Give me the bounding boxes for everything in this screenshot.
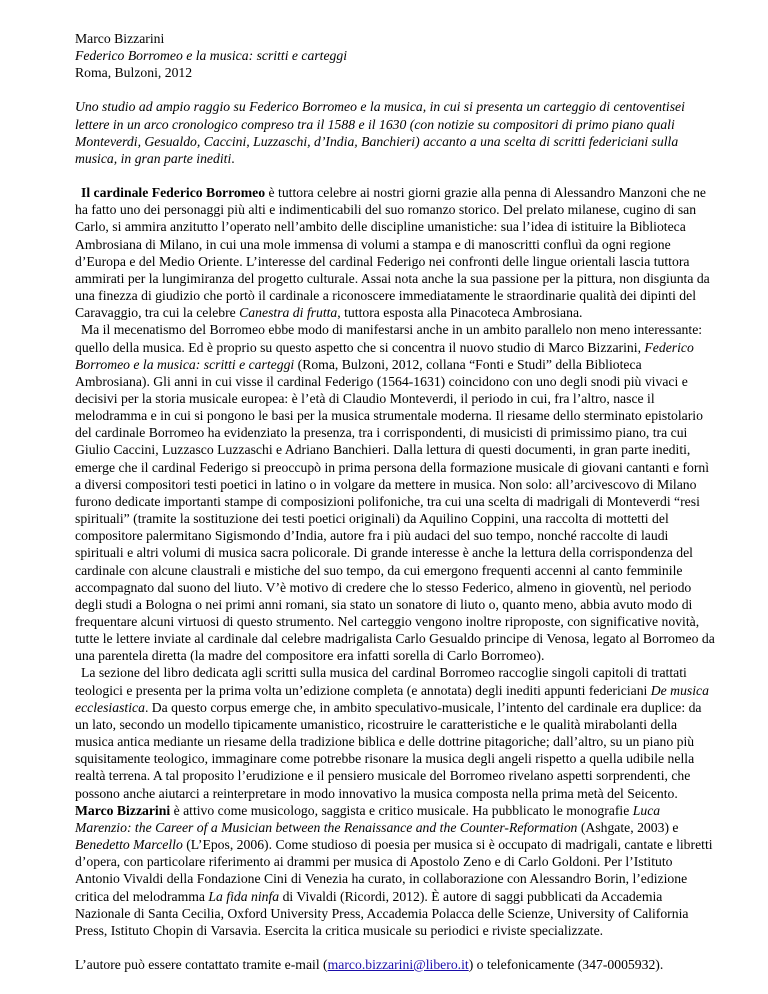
- paragraph-writings: [75, 664, 715, 801]
- work-title: La fida ninfa: [208, 888, 280, 904]
- spacer: [75, 167, 715, 184]
- author-bio: [75, 802, 715, 939]
- header-publisher: Roma, Bulzoni, 2012: [75, 65, 193, 81]
- paragraph-music: [75, 321, 715, 664]
- paragraph-text: Ma il mecenatismo del Borromeo ebbe modo di manifestarsi anche in un ambito parallelo non meno interessante: quello della musica. Ed è proprio su questo aspetto che si concentra il nuovo studio di Marco Bizzarini,: [75, 322, 703, 355]
- contact-line: [75, 956, 715, 973]
- paragraph-text: (Roma, Bulzoni, 2012, collana “Fonti e Studi” della Biblioteca Ambrosiana). Gli anni in cui visse il cardinal Federigo (1564-1631) coincidono con uno degli snodi più vivaci e decisivi per la storia musicale europea: è l’età di Claudio Monteverdi, il periodo in cui, fra l’altro, nasce il melodramma e in cui si pongono le basi per la musica strumentale moderna. Il riesame dello sterminato epistolario del cardinale Borromeo ha evidenziato la presenza, tra i corrispondenti, di musicisti di primissimo piano, tra cui Giulio Caccini, Luzzasco Luzzaschi e Adriano Banchieri. Dalla lettura di questi documenti, in gran parte inediti, emerge che il cardinal Federigo si preoccupò in prima persona della formazione musicale di giovani cantanti e fornì a diversi compositori testi poetici in latino o in volgare da mettere in musica. Non solo: all’arcivescovo di Milano furono dedicate importanti stampe di composizioni polifoniche, tra cui una scelta di madrigali di Monteverdi “resi spirituali” (tramite la sostituzione dei testi poetici originali) da Aquilino Coppini, una raccolta di mottetti del compositore palermitano Sigismondo d’India, autore fra i più audaci del suo tempo, nonché raccolte di laudi spirituali e altri volumi di musica sacra policorale. Di grande interesse è anche la lettura della corrispondenza del cardinale con alcune claustrali e mistiche del suo tempo, da cui emergono frequenti accenni al canto femminile accompagnato dal suono del liuto. V’è motivo di credere che lo stesso Federico, almeno in gioventù, nel periodo degli studi a Bologna o nei primi anni romani, sia stato un sonatore di liuto o, quanto meno, abbia avuto modo di frequentare alcuni virtuosi di questo strumento. Nel carteggio vengono inoltre riproposte, con significative novità, tutte le lettere inviate al cardinale dal celebre madrigalista Carlo Gesualdo principe di Venosa, legato al Borromeo da una parentela diretta (la madre del compositore era infatti sorella di Carlo Borromeo).: [75, 356, 715, 664]
- book-title: Benedetto Marcello: [75, 837, 183, 853]
- work-title: De musica ecclesiastica: [75, 682, 709, 715]
- work-title: Canestra di frutta: [239, 305, 338, 321]
- header-book-title: [75, 47, 715, 64]
- paragraph-text: La sezione del libro dedicata agli scritti sulla musica del cardinal Borromeo raccoglie singoli capitoli di trattati teologici e presenta per la prima volta un’edizione completa (e annotata) degli inediti appunti federiciani: [75, 665, 687, 698]
- abstract-text: Uno studio ad ampio raggio su Federico Borromeo e la musica, in cui si presenta un carteggio di centoventisei lettere in un arco cronologico compreso tra il 1588 e il 1630 (con notizie su compositori di primo piano quali Monteverdi, Gesualdo, Caccini, Luzzaschi, d’India, Banchieri) accanto a una scelta di scritti federiciani sulla musica, in gran parte inediti: [75, 99, 685, 166]
- book-title: Federico Borromeo e la musica: scritti e carteggi: [75, 48, 348, 64]
- paragraph-text: . Da questo corpus emerge che, in ambito speculativo-musicale, l’intento del cardinale era duplice: da un lato, secondo un modello tipicamente umanistico, ricostruire le caratteristiche e le qualità mirabolanti della musica antica mediante un riesame della tradizione biblica e delle dottrine pitagoriche; dall’altro, su un piano più squisitamente teologico, immaginare come potrebbe risonare la musica degli angeli rispetto a quella udibile nella realtà terrena. A tal proposito l’erudizione e il pensiero musicale del Borromeo rivelano aspetti sorprendenti, che possono anche aiutarci a reinterpretare in modo innovativo la musica composta nella prima metà del Seicento.: [75, 699, 702, 801]
- contact-text: L’autore può essere contattato tramite e-mail (: [75, 956, 328, 972]
- spacer: [75, 81, 715, 98]
- header-author: Marco Bizzarini: [75, 31, 165, 46]
- abstract: [75, 98, 715, 167]
- paragraph-text: è attivo come musicologo, saggista e critico musicale. Ha pubblicato le monografie: [170, 802, 633, 818]
- email-link[interactable]: marco.bizzarini@libero.it: [327, 956, 469, 972]
- abstract-end: .: [231, 150, 235, 166]
- paragraph-text: , tuttora esposta alla Pinacoteca Ambrosiana.: [337, 305, 583, 321]
- paragraph-text: (Ashgate, 2003) e: [577, 819, 679, 835]
- contact-text: ) o telefonicamente (347-0005932).: [468, 956, 664, 972]
- paragraph-text: è tuttora celebre ai nostri giorni grazie alla penna di Alessandro Manzoni che ne ha fatto uno dei personaggi più alti e indimenticabili del suo romanzo storico. Del prelato milanese, cugino di san Carlo, si ammira anzitutto l’operato nell’ambito delle discipline umanistiche: sua l’idea di istituire la Biblioteca Ambrosiana di Milano, in cui una mole immensa di volumi a stampa e di manoscritti confluì da ogni regione d’Europa e del Medio Oriente. L’interesse del cardinal Federigo nei confronti delle lingue orientali lascia tuttora ammirati per la lungimiranza del progetto culturale. Assai nota anche la sua passione per la pittura, non disgiunta da una finezza di giudizio che portò il cardinale a riconoscere immediatamente le straordinarie qualità dei dipinti del Caravaggio, tra cui la celebre: [75, 185, 710, 321]
- book-title: Luca Marenzio: the Career of a Musician between the Renaissance and the Counter-Reformation: [75, 802, 661, 835]
- spacer: [75, 939, 715, 956]
- document-page: [75, 30, 715, 973]
- lead-bold: Il cardinale Federico Borromeo: [81, 185, 266, 201]
- paragraph-text: di Vivaldi (Ricordi, 2012). È autore di saggi pubblicati da Accademia Nazionale di Santa Cecilia, Oxford University Press, Accademia Polacca delle Scienze, University of California Press, Istituto Chopin di Varsavia. Esercita la critica musicale su periodici e riviste specializzate.: [75, 888, 689, 938]
- author-name: Marco Bizzarini: [75, 802, 171, 818]
- paragraph-text: (L’Epos, 2006). Come studioso di poesia per musica si è occupato di madrigali, cantate e libretti d’opera, con particolare riferimento ai drammi per musica di Apostolo Zeno e di Carlo Goldoni. Per l’Istituto Antonio Vivaldi della Fondazione Cini di Venezia ha curato, in collaborazione con Alessandro Borin, l’edizione critica del melodramma: [75, 837, 713, 904]
- book-title: Federico Borromeo e la musica: scritti e carteggi: [75, 339, 694, 372]
- paragraph-intro: [75, 184, 715, 321]
